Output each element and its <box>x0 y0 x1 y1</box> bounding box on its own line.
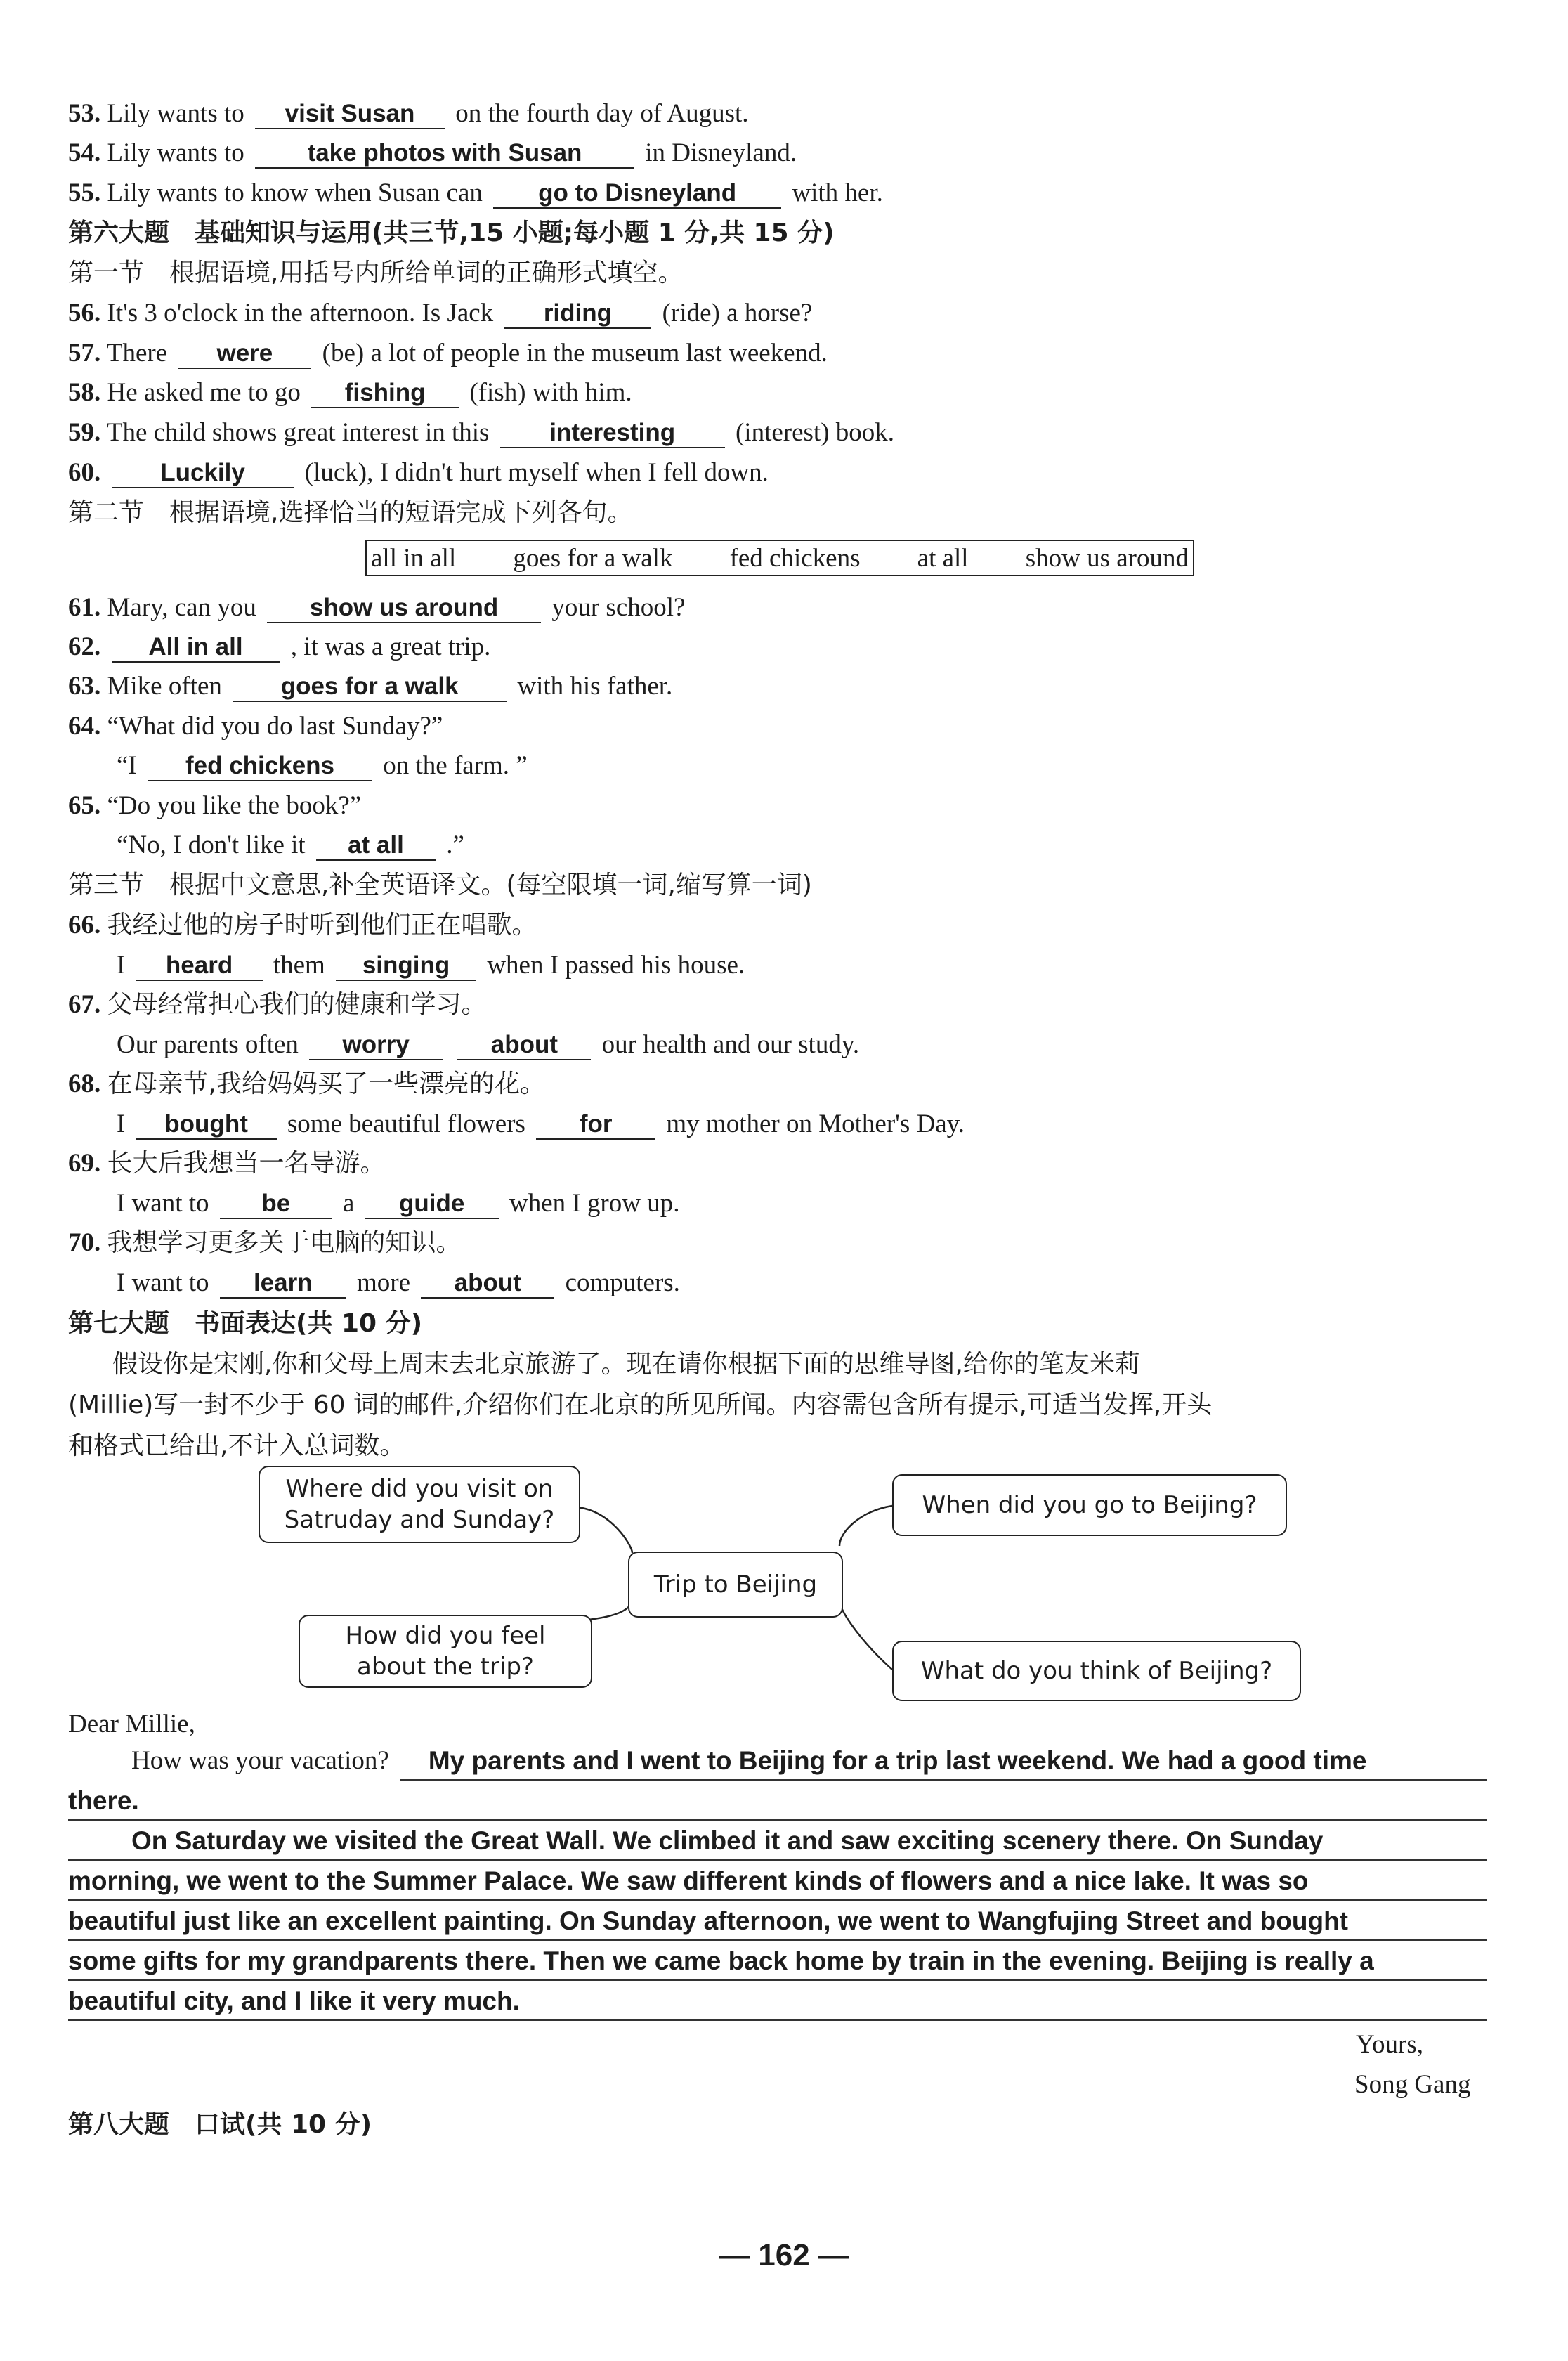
question-text: “What did you do last Sunday?” <box>107 712 443 741</box>
answer: fed chickens <box>148 752 372 781</box>
answer: riding <box>504 299 651 329</box>
question-text: (fish) with him. <box>469 378 632 407</box>
question-number: 66. <box>68 911 101 939</box>
answer: guide <box>365 1190 499 1219</box>
page-number: — 162 — <box>719 2238 849 2272</box>
essay-text: beautiful just like an excellent painting. On Sunday afternoon, we went to Wangfujing Street and bought <box>68 1906 1348 1935</box>
mindmap-node-bottom-left: How did you feel about the trip? <box>299 1615 592 1688</box>
writing-prompt: 假设你是宋刚,你和父母上周末去北京旅游了。现在请你根据下面的思维导图,给你的笔友米莉 <box>112 1350 1140 1379</box>
letter-body <box>68 1741 1487 2021</box>
answer: take photos with Susan <box>255 139 634 169</box>
answer: about <box>421 1269 554 1299</box>
phrase-item: at all <box>917 543 969 573</box>
essay-line <box>68 1781 1487 1821</box>
question-text: Our parents often <box>117 1030 299 1059</box>
section-6-title: 第六大题 基础知识与运用(共三节,15 小题;每小题 1 分,共 15 分) <box>68 219 835 247</box>
answer: go to Disneyland <box>493 179 781 209</box>
mindmap-node-top-left: Where did you visit on Satruday and Sunday? <box>259 1466 580 1543</box>
question-number: 62. <box>68 632 101 661</box>
letter-greeting: Dear Millie, <box>68 1710 195 1738</box>
part-2-title: 第二节 根据语境,选择恰当的短语完成下列各句。 <box>68 498 633 527</box>
essay-line <box>68 1941 1487 1981</box>
section-8-title: 第八大题 口试(共 10 分) <box>68 2110 372 2139</box>
question-text: Mary, can you <box>107 593 256 622</box>
question-text: Lily wants to <box>107 99 244 128</box>
question-text: computers. <box>565 1268 680 1297</box>
section-7-title: 第七大题 书面表达(共 10 分) <box>68 1309 423 1338</box>
essay-text: My parents and I went to Beijing for a trip last weekend. We had a good time <box>400 1741 1487 1781</box>
question-text: There <box>106 339 168 368</box>
question-number: 67. <box>68 990 101 1019</box>
question-number: 60. <box>68 458 101 487</box>
question-number: 61. <box>68 593 101 622</box>
chinese-prompt: 我经过他的房子时听到他们正在唱歌。 <box>107 911 537 939</box>
answer: about <box>457 1031 591 1060</box>
question-text: when I grow up. <box>509 1189 680 1218</box>
letter-opening: How was your vacation? <box>131 1746 389 1775</box>
question-text: in Disneyland. <box>645 138 797 167</box>
question-text: when I passed his house. <box>487 951 745 980</box>
question-text: our health and our study. <box>601 1030 860 1059</box>
answer: worry <box>309 1031 443 1060</box>
connector-bottom-left <box>589 1599 632 1620</box>
essay-text: morning, we went to the Summer Palace. We saw different kinds of flowers and a nice lake. It was so <box>68 1866 1309 1895</box>
chinese-prompt: 父母经常担心我们的健康和学习。 <box>107 990 487 1019</box>
question-text: more <box>357 1268 411 1297</box>
chinese-prompt: 在母亲节,我给妈妈买了一些漂亮的花。 <box>107 1069 545 1098</box>
part-3-title: 第三节 根据中文意思,补全英语译文。(每空限填一词,缩写算一词) <box>68 871 812 899</box>
question-number: 59. <box>68 418 101 447</box>
question-text: (be) a lot of people in the museum last weekend. <box>322 339 828 368</box>
question-text: , it was a great trip. <box>290 632 491 661</box>
essay-text: beautiful city, and I like it very much. <box>68 1986 520 2015</box>
answer: Luckily <box>112 459 294 488</box>
question-text: He asked me to go <box>107 378 301 407</box>
question-number: 63. <box>68 672 101 701</box>
question-text: them <box>273 951 325 980</box>
letter-closing: Yours, <box>1356 2030 1423 2059</box>
question-text: .” <box>446 831 464 859</box>
essay-text: there. <box>68 1786 139 1815</box>
question-text: my mother on Mother's Day. <box>666 1110 965 1138</box>
question-text: a <box>343 1189 355 1218</box>
question-text: with his father. <box>517 672 673 701</box>
question-text: “No, I don't like it <box>117 831 306 859</box>
question-number: 53. <box>68 99 101 128</box>
question-text: (interest) book. <box>735 418 895 447</box>
answer: for <box>536 1110 655 1140</box>
phrase-item: all in all <box>371 543 457 573</box>
question-number: 58. <box>68 378 101 407</box>
connector-top-right <box>839 1506 892 1546</box>
question-number: 69. <box>68 1149 101 1178</box>
mindmap-node-top-right: When did you go to Beijing? <box>892 1474 1287 1536</box>
question-text: Lily wants to know when Susan can <box>107 178 483 207</box>
phrase-item: show us around <box>1025 543 1189 573</box>
question-text: (luck), I didn't hurt myself when I fell down. <box>304 458 769 487</box>
essay-line <box>68 1901 1487 1941</box>
question-number: 70. <box>68 1228 101 1257</box>
question-number: 57. <box>68 339 101 368</box>
question-text: (ride) a horse? <box>662 299 813 327</box>
question-text: Mike often <box>107 672 222 701</box>
chinese-prompt: 长大后我想当一名导游。 <box>107 1149 386 1178</box>
answer: be <box>220 1190 332 1219</box>
writing-prompt: (Millie)写一封不少于 60 词的邮件,介绍你们在北京的所见所闻。内容需包含所有提示,可适当发挥,开头 <box>68 1391 1213 1419</box>
question-text: I want to <box>117 1268 209 1297</box>
question-number: 68. <box>68 1069 101 1098</box>
phrase-item: goes for a walk <box>513 543 673 573</box>
answer: singing <box>336 951 476 981</box>
question-text: some beautiful flowers <box>287 1110 525 1138</box>
question-text: It's 3 o'clock in the afternoon. Is Jack <box>107 299 494 327</box>
answer: bought <box>136 1110 277 1140</box>
question-text: I <box>117 1110 126 1138</box>
question-number: 55. <box>68 178 101 207</box>
answer: goes for a walk <box>233 672 507 702</box>
essay-line <box>68 1741 1487 1781</box>
answer: interesting <box>500 419 725 448</box>
phrase-item: fed chickens <box>729 543 861 573</box>
essay-line <box>68 1981 1487 2021</box>
question-number: 54. <box>68 138 101 167</box>
answer: fishing <box>311 379 459 408</box>
question-text: on the fourth day of August. <box>455 99 749 128</box>
answer: All in all <box>112 633 280 663</box>
connector-top-left <box>577 1507 632 1553</box>
answer: heard <box>136 951 263 981</box>
question-text: on the farm. ” <box>383 751 528 780</box>
part-1-title: 第一节 根据语境,用括号内所给单词的正确形式填空。 <box>68 259 684 287</box>
answer: at all <box>316 831 436 861</box>
question-text: with her. <box>792 178 883 207</box>
answer: visit Susan <box>255 100 445 129</box>
answer: show us around <box>267 594 541 623</box>
essay-line <box>68 1821 1487 1861</box>
letter-signature: Song Gang <box>1354 2070 1471 2099</box>
question-text: your school? <box>551 593 686 622</box>
question-number: 64. <box>68 712 101 741</box>
question-text: “I <box>117 751 137 780</box>
question-number: 56. <box>68 299 101 327</box>
question-text: I want to <box>117 1189 209 1218</box>
connector-bottom-right <box>839 1602 892 1670</box>
answer: learn <box>220 1269 346 1299</box>
chinese-prompt: 我想学习更多关于电脑的知识。 <box>107 1228 462 1257</box>
answer: were <box>178 339 311 369</box>
essay-line <box>68 1861 1487 1901</box>
question-text: The child shows great interest in this <box>106 418 490 447</box>
question-text: I <box>117 951 126 980</box>
essay-text: On Saturday we visited the Great Wall. We climbed it and saw exciting scenery there. On Sunday <box>131 1826 1324 1855</box>
essay-text: some gifts for my grandparents there. Then we came back home by train in the evening. Beijing is really a <box>68 1946 1374 1975</box>
mindmap-node-bottom-right: What do you think of Beijing? <box>892 1641 1301 1701</box>
writing-prompt: 和格式已给出,不计入总词数。 <box>68 1431 405 1460</box>
question-number: 65. <box>68 791 101 820</box>
question-text: “Do you like the book?” <box>107 791 362 820</box>
question-text: Lily wants to <box>107 138 244 167</box>
mindmap-node-center: Trip to Beijing <box>628 1552 843 1618</box>
